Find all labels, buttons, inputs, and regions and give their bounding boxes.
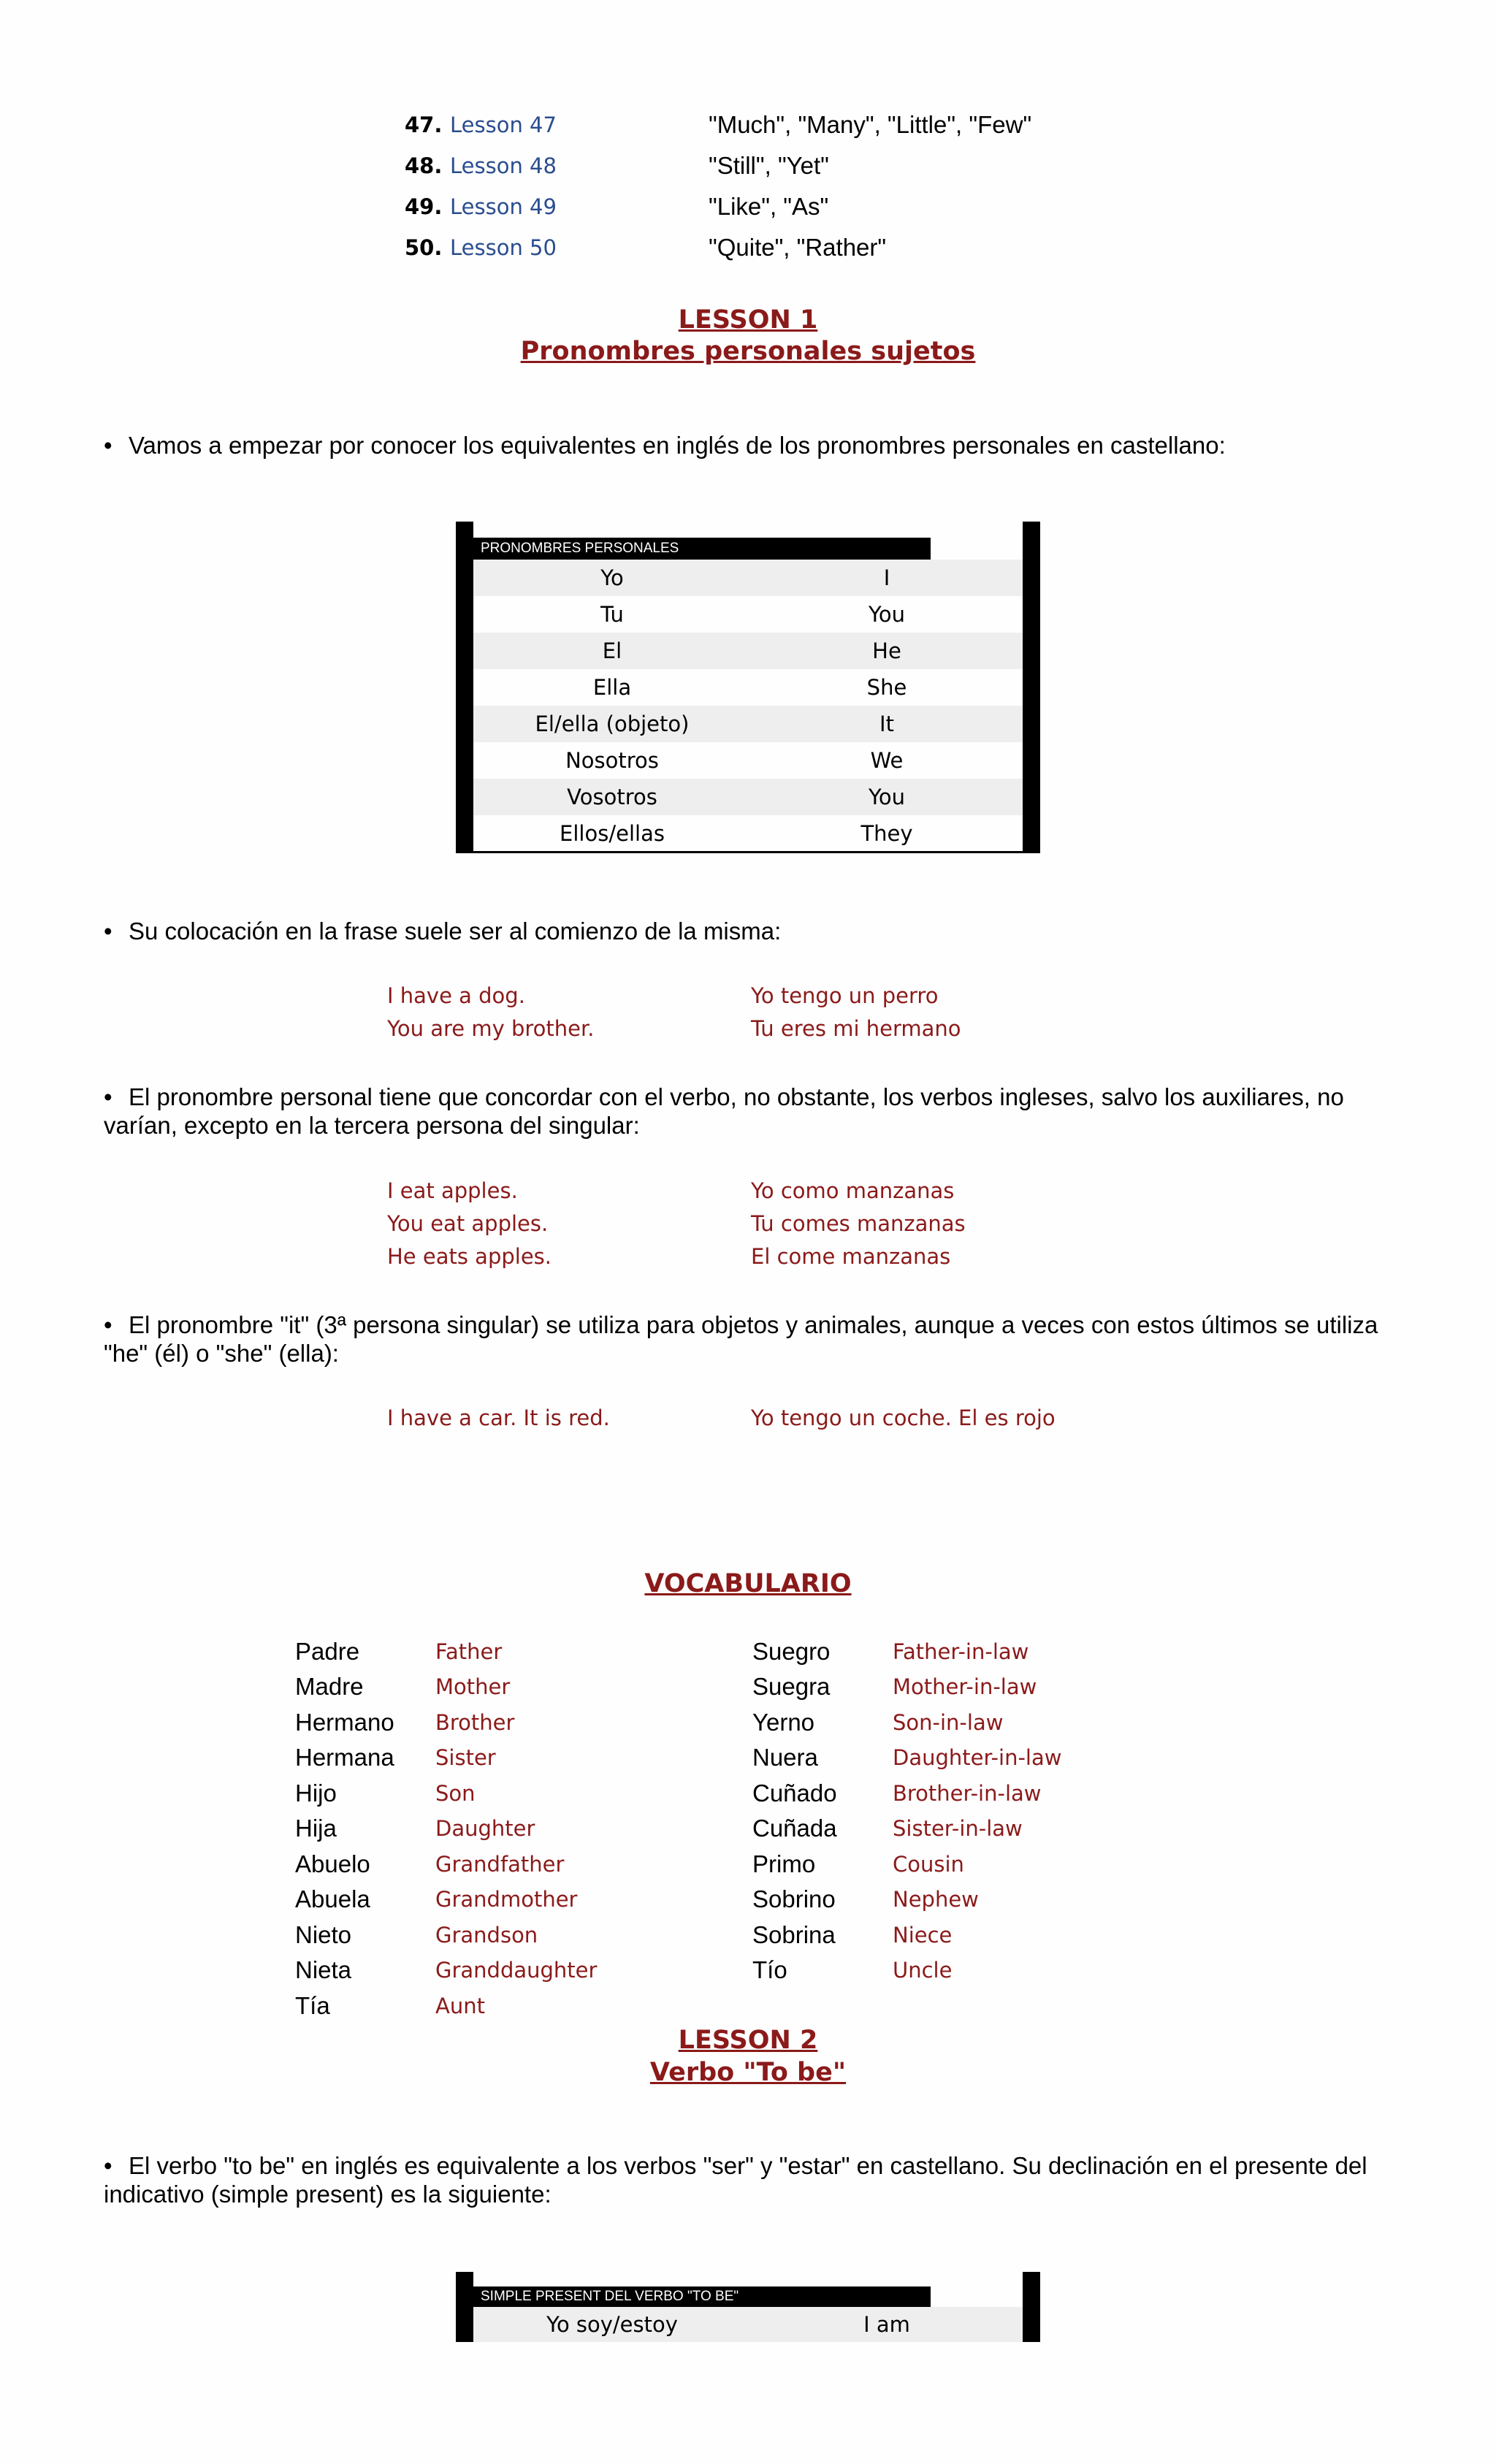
vocab-spanish: Suegra (752, 1673, 831, 1700)
bullet-icon: • (104, 1311, 112, 1338)
vocab-spanish: Sobrino (752, 1885, 836, 1912)
table-cell-spanish: Tu (600, 602, 624, 627)
table-header: PRONOMBRES PERSONALES (473, 538, 931, 560)
vocab-english: Brother (435, 1710, 515, 1735)
vocab-english: Daughter-in-law (893, 1745, 1062, 1770)
table-row (473, 596, 1023, 633)
table-border-right (1023, 2272, 1040, 2342)
table-row (473, 706, 1023, 742)
pronouns-table (456, 522, 1040, 853)
vocab-spanish: Primo (752, 1850, 816, 1877)
lesson-index-row (405, 104, 1062, 145)
table-row (473, 560, 1023, 596)
vocab-english: Brother-in-law (893, 1781, 1042, 1806)
vocab-spanish: Suegro (752, 1638, 831, 1665)
example-spanish: Yo tengo un perro (751, 983, 939, 1008)
table-cell-spanish: El (602, 638, 622, 663)
example-english: You eat apples. (387, 1211, 549, 1236)
table-border-right (1023, 522, 1040, 853)
bullet-icon: • (104, 432, 112, 459)
table-header: SIMPLE PRESENT DEL VERBO "TO BE" (473, 2286, 931, 2307)
vocab-english: Sister-in-law (893, 1816, 1023, 1841)
vocab-english: Aunt (435, 1994, 485, 2018)
vocab-english: Mother (435, 1674, 511, 1699)
to-be-table (456, 2272, 1040, 2342)
vocab-spanish: Padre (295, 1638, 360, 1665)
table-row (473, 669, 1023, 706)
vocab-english: Uncle (893, 1958, 953, 1983)
vocab-english: Niece (893, 1923, 953, 1948)
vocab-english: Sister (435, 1745, 496, 1770)
vocab-english: Son (435, 1781, 476, 1806)
table-row (473, 742, 1023, 779)
bullet-icon: • (104, 1083, 112, 1110)
example-english: I eat apples. (387, 1178, 518, 1203)
vocab-english: Mother-in-law (893, 1674, 1037, 1699)
table-cell-spanish: Yo soy/estoy (546, 2312, 678, 2337)
table-border-left (456, 522, 473, 853)
vocab-spanish: Hija (295, 1815, 337, 1842)
vocab-spanish: Hermana (295, 1744, 394, 1771)
vocab-english: Son-in-law (893, 1710, 1004, 1735)
vocab-spanish: Cuñado (752, 1780, 837, 1807)
table-border-left (456, 2272, 473, 2342)
lesson-link[interactable]: Lesson 48 (450, 153, 557, 178)
lesson2-subtitle: Verbo "To be" (649, 2058, 847, 2087)
lesson-link[interactable]: Lesson 49 (450, 194, 557, 219)
example-spanish: Tu comes manzanas (751, 1211, 966, 1236)
lesson1-point3: • El pronombre personal tiene que concordar con el verbo, no obstante, los verbos ingleses, salvo los auxiliares, no varían, excepto en la tercera persona del singular: (104, 1083, 1344, 1139)
example-spanish: Yo tengo un coche. El es rojo (751, 1405, 1056, 1430)
vocab-spanish: Cuñada (752, 1815, 837, 1842)
lesson2-intro: • El verbo "to be" en inglés es equivalente a los verbos "ser" y "estar" en castellano. Su declinación en el presente del indicativo (simple present) es la siguiente: (104, 2152, 1367, 2208)
vocab-spanish: Nuera (752, 1744, 818, 1771)
vocab-spanish: Sobrina (752, 1921, 836, 1948)
table-cell-english: I am (863, 2312, 910, 2337)
vocab-spanish: Hijo (295, 1780, 337, 1807)
lesson1-point2: • Su colocación en la frase suele ser al comienzo de la misma: (104, 918, 782, 945)
lesson1-title: LESSON 1 (678, 305, 818, 335)
table-row (473, 2307, 1023, 2342)
table-row (473, 779, 1023, 815)
example-english: He eats apples. (387, 1244, 552, 1269)
lesson-index-row (405, 145, 1062, 186)
vocab-spanish: Tía (295, 1992, 330, 2019)
vocab-spanish: Tío (752, 1956, 787, 1983)
table-cell-english: You (869, 785, 905, 809)
table-border-bottom (473, 851, 1023, 853)
lesson-number: 48. (405, 153, 443, 178)
vocab-spanish: Hermano (295, 1709, 394, 1736)
vocab-english: Granddaughter (435, 1958, 598, 1983)
table-row (473, 633, 1023, 669)
example-spanish: El come manzanas (751, 1244, 951, 1269)
vocab-english: Daughter (435, 1816, 535, 1841)
table-row (473, 815, 1023, 852)
lesson-number: 49. (405, 194, 443, 219)
vocab-spanish: Abuelo (295, 1850, 370, 1877)
lesson-description: "Like", "As" (709, 193, 829, 220)
vocab-english: Grandson (435, 1923, 538, 1948)
bullet-icon: • (104, 918, 112, 945)
vocab-title: VOCABULARIO (644, 1569, 852, 1598)
lesson1-subtitle: Pronombres personales sujetos (520, 337, 976, 366)
table-cell-spanish: Yo (600, 565, 624, 590)
lesson-index-row (405, 227, 1062, 268)
example-english: I have a dog. (387, 983, 525, 1008)
vocab-english: Nephew (893, 1887, 979, 1912)
lesson-link[interactable]: Lesson 50 (450, 235, 557, 260)
table-cell-spanish: El/ella (objeto) (535, 712, 690, 736)
lesson-description: "Quite", "Rather" (709, 234, 887, 261)
example-spanish: Yo como manzanas (751, 1178, 955, 1203)
table-cell-spanish: Vosotros (567, 785, 657, 809)
vocab-english: Father (435, 1639, 503, 1664)
table-cell-english: It (879, 712, 894, 736)
table-cell-english: They (860, 821, 913, 846)
bullet-icon: • (104, 2152, 112, 2179)
lesson1-intro: • Vamos a empezar por conocer los equivalentes en inglés de los pronombres personales en castellano: (104, 432, 1226, 459)
vocab-english: Grandfather (435, 1852, 565, 1877)
vocab-spanish: Nieta (295, 1956, 352, 1983)
vocab-english: Father-in-law (893, 1639, 1029, 1664)
lesson-description: "Still", "Yet" (709, 152, 829, 179)
vocab-english: Cousin (893, 1852, 964, 1877)
vocab-spanish: Madre (295, 1673, 364, 1700)
table-cell-english: We (870, 748, 904, 773)
vocab-spanish: Abuela (295, 1885, 370, 1912)
lesson1-point4: • El pronombre "it" (3ª persona singular) se utiliza para objetos y animales, aunque a veces con estos últimos se utiliza "he" (él) o "she" (ella): (104, 1311, 1378, 1367)
lesson-index-row (405, 186, 1062, 227)
example-spanish: Tu eres mi hermano (751, 1016, 961, 1041)
table-cell-english: I (883, 565, 890, 590)
vocab-spanish: Yerno (752, 1709, 815, 1736)
vocab-english: Grandmother (435, 1887, 578, 1912)
lesson-number: 47. (405, 112, 443, 137)
table-cell-english: You (869, 602, 905, 627)
lesson-link[interactable]: Lesson 47 (450, 112, 557, 137)
lesson-number: 50. (405, 235, 443, 260)
table-cell-english: He (872, 638, 901, 663)
lesson2-title: LESSON 2 (678, 2026, 818, 2055)
vocab-spanish: Nieto (295, 1921, 352, 1948)
example-english: You are my brother. (387, 1016, 595, 1041)
table-cell-english: She (866, 675, 907, 700)
example-english: I have a car. It is red. (387, 1405, 610, 1430)
lesson-description: "Much", "Many", "Little", "Few" (709, 111, 1032, 138)
table-cell-spanish: Ella (592, 675, 632, 700)
table-cell-spanish: Ellos/ellas (560, 821, 665, 846)
table-cell-spanish: Nosotros (565, 748, 659, 773)
